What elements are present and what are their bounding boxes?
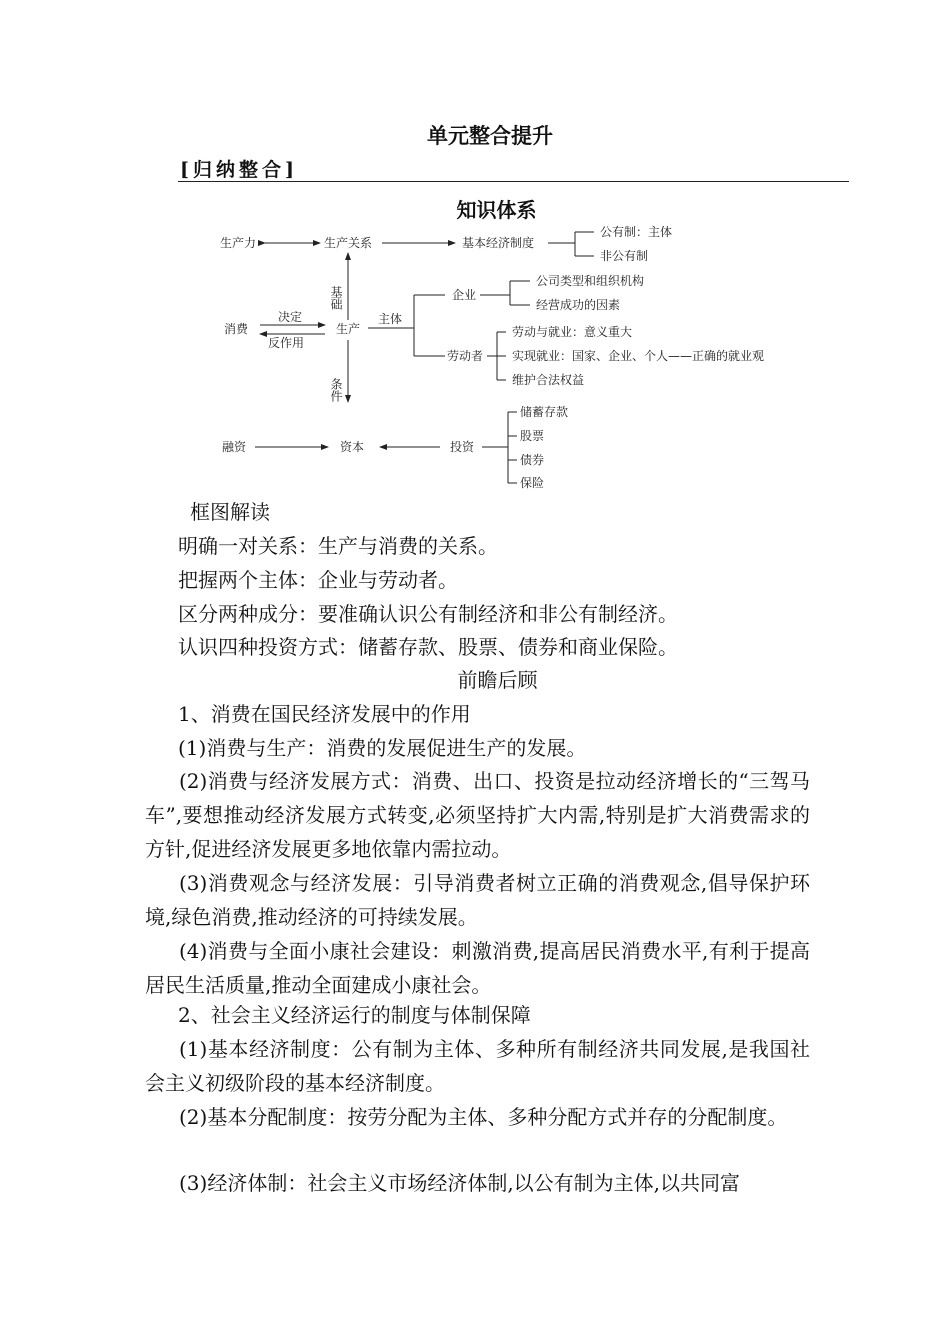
interpretation-line: 区分两种成分：要准确认识公有制经济和非公有制经济。 (178, 602, 678, 626)
page-title: 单元整合提升 (427, 123, 553, 148)
section-tag: [归纳整合] (180, 159, 298, 181)
label-condition: 条件 (329, 378, 343, 402)
node-basic-economic-system: 基本经济制度 (462, 236, 535, 250)
label-main-body: 主体 (378, 312, 403, 326)
node-financing: 融资 (222, 440, 247, 454)
node-investment: 投资 (450, 440, 475, 454)
node-public-ownership: 公有制：主体 (600, 225, 673, 239)
section-2-title: 2、社会主义经济运行的制度与体制保障 (178, 1003, 531, 1027)
label-decides: 决定 (278, 310, 303, 324)
interpretation-heading: 框图解读 (190, 500, 270, 524)
node-production-relations: 生产关系 (324, 236, 373, 250)
node-labor-employment: 劳动与就业：意义重大 (512, 325, 633, 339)
section-1-paragraph: (2)消费与经济发展方式：消费、出口、投资是拉动经济增长的“三驾马车”,要想推动经济发展方式转变,必须坚持扩大内需,特别是扩大消费需求的方针,促进经济发展更多地依靠内需拉动。 (145, 769, 810, 861)
node-production: 生产 (336, 322, 361, 336)
node-capital: 资本 (340, 440, 365, 454)
node-insurance: 保险 (520, 476, 545, 490)
interpretation-line: 把握两个主体：企业与劳动者。 (178, 568, 458, 592)
section-2-paragraph: (3)经济体制：社会主义市场经济体制,以公有制为主体,以共同富 (179, 1171, 741, 1195)
node-bonds: 债券 (520, 453, 545, 467)
section-2-paragraph: (2)基本分配制度：按劳分配为主体、多种分配方式并存的分配制度。 (179, 1105, 788, 1129)
section-1-paragraph: (1)消费与生产：消费的发展促进生产的发展。 (178, 736, 587, 760)
section-1-title: 1、消费在国民经济发展中的作用 (178, 702, 471, 726)
node-realize-employment: 实现就业：国家、企业、个人——正确的就业观 (512, 349, 765, 363)
node-consumption: 消费 (224, 322, 249, 336)
node-company-types: 公司类型和组织机构 (536, 274, 645, 288)
node-success-factors: 经营成功的因素 (536, 298, 621, 312)
section-2-paragraph: (1)基本经济制度：公有制为主体、多种所有制经济共同发展,是我国社会主义初级阶段的基本经济制度。 (145, 1037, 810, 1095)
knowledge-diagram (200, 218, 780, 498)
section-1-paragraph: (4)消费与全面小康社会建设：刺激消费,提高居民消费水平,有利于提高居民生活质量,推动全面建成小康社会。 (145, 939, 810, 997)
section-divider (178, 181, 849, 182)
review-heading: 前瞻后顾 (457, 668, 538, 692)
node-stocks: 股票 (520, 429, 545, 443)
section-1-paragraph: (3)消费观念与经济发展：引导消费者树立正确的消费观念,倡导保护环境,绿色消费,推动经济的可持续发展。 (145, 871, 810, 929)
node-worker: 劳动者 (447, 349, 484, 363)
label-basis: 基础 (329, 286, 343, 310)
interpretation-line: 明确一对关系：生产与消费的关系。 (178, 534, 498, 558)
node-savings: 储蓄存款 (520, 405, 569, 419)
label-reacts: 反作用 (268, 336, 305, 350)
node-protect-rights: 维护合法权益 (512, 373, 585, 387)
node-non-public: 非公有制 (600, 249, 649, 263)
node-enterprise: 企业 (452, 288, 477, 302)
interpretation-line: 认识四种投资方式：储蓄存款、股票、债券和商业保险。 (178, 635, 678, 659)
node-productivity: 生产力 (220, 236, 257, 250)
knowledge-system-title: 知识体系 (456, 198, 537, 222)
